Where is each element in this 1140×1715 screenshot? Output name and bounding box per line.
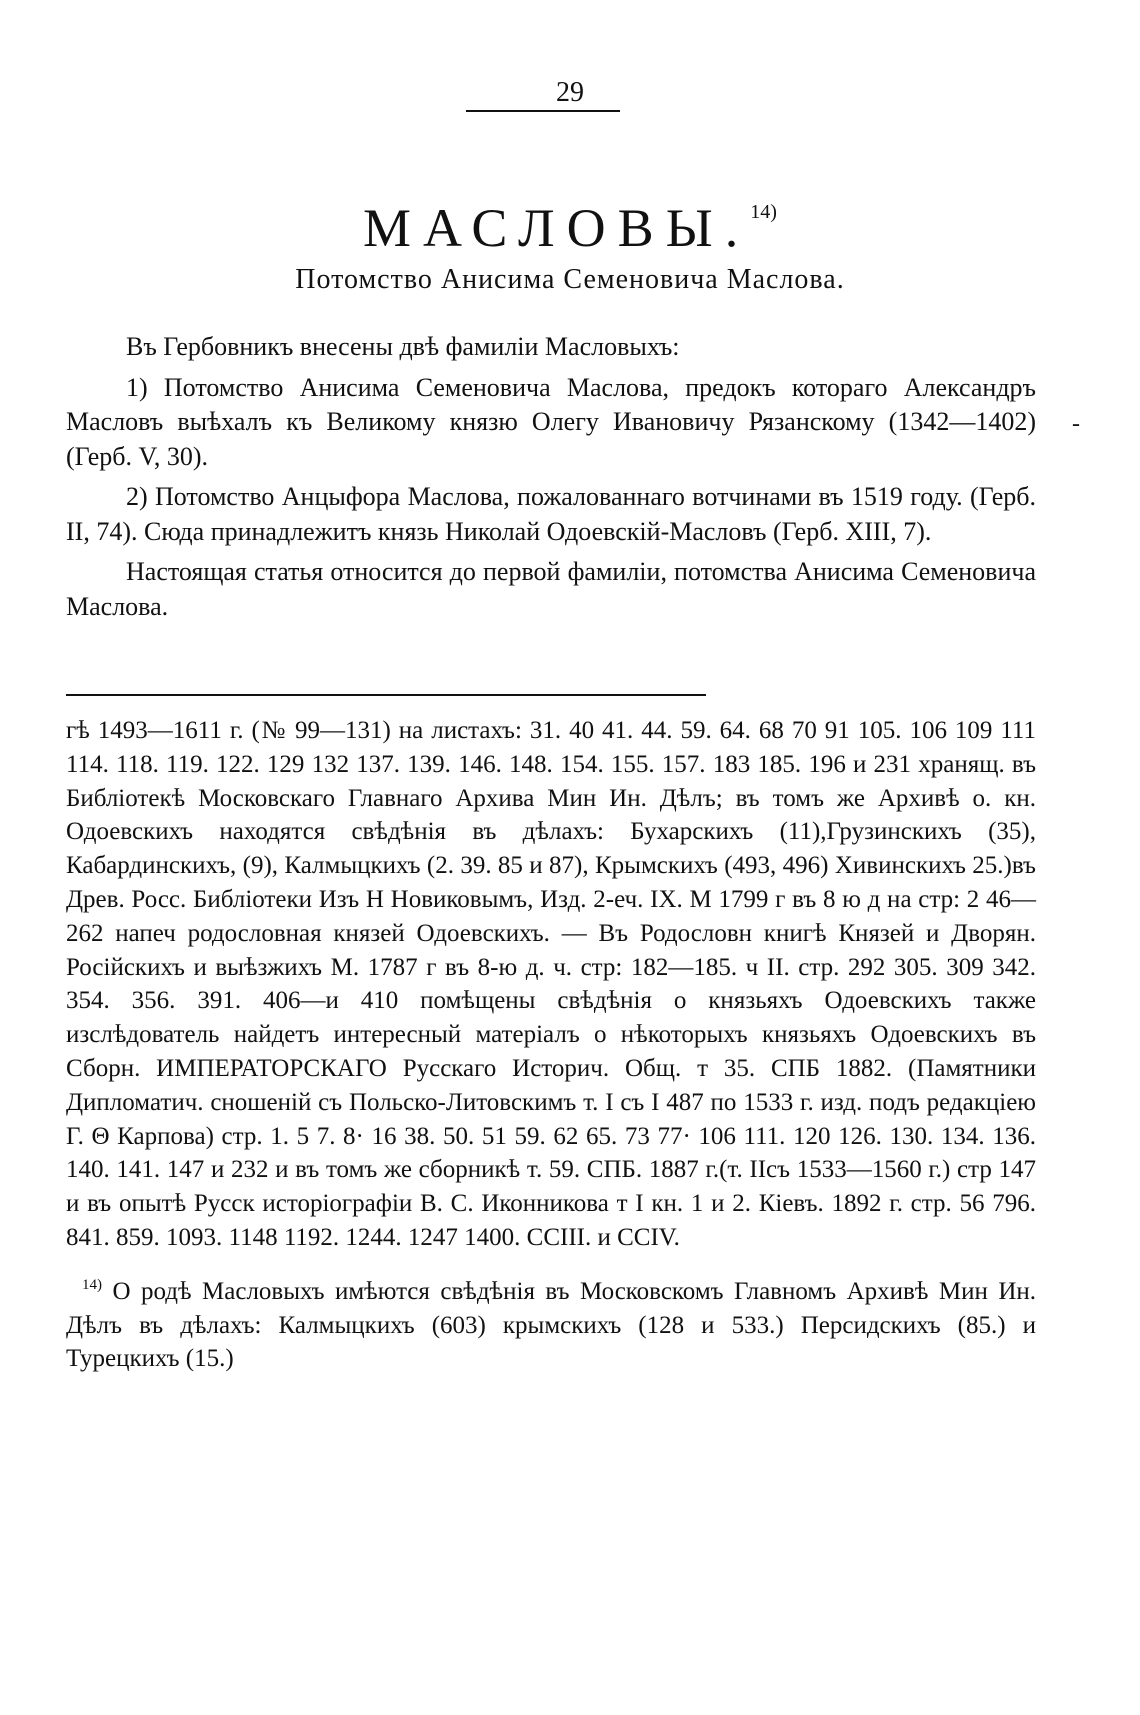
page-title	[0, 182, 1140, 258]
note-continuation: гѣ 1493—1611 г. (№ 99—131) на листахъ: 31. 40 41. 44. 59. 64. 68 70 91 105. 106 109 111 114. 118. 119. 122. 129 132 137. 139. 146. 148. 154. 155. 157. 183 185. 196 и 231 хранящ. въ Библіотекѣ Московскаго Главнаго Архива Мин Ин. Дѣлъ; въ томъ же Архивѣ о. кн. Одоевскихъ находятся свѣдѣнія въ дѣлахъ: Бухарскихъ (11),Грузинскихъ (35), Кабардинскихъ, (9), Калмыцкихъ (2. 39. 85 и 87), Крымскихъ (493, 496) Хивинскихъ 25.)въ Древ. Росс. Библіотеки Изъ Н Новиковымъ, Изд. 2-еч. IX. М 1799 г въ 8 ю д на стр: 2 46—262 напеч родословная князей Одоевскихъ. — Въ Родословн книгѣ Князей и Дворян. Російскихъ и выѣзжихъ М. 1787 г въ 8-ю д. ч. стр: 182—185. ч II. стр. 292 305. 309 342. 354. 356. 391. 406—и 410 помѣщены свѣдѣнія о князьяхъ Одоевскихъ также изслѣдователь найдетъ интересный матеріалъ о нѣкоторыхъ князьяхъ Одоевскихъ въ Сборн. ИМПЕРАТОРСКАГО Русскаго Историч. Общ. т 35. СПБ 1882. (Памятники Дипломатич. сношеній съ Польско-Литовскимъ т. I съ I 487 по 1533 г. изд. подъ редакціею Г. Θ Карпова) стр. 1. 5 7. 8· 16 38. 50. 51 59. 62 65. 73 77· 106 111. 120 126. 130. 134. 136. 140. 141. 147 и 232 и въ томъ же сборникѣ т. 59. СПБ. 1887 г.(т. IIсъ 1533—1560 г.) стр 147 и въ опытѣ Русск исторіографіи В. С. Иконникова т I кн. 1 и 2. Кіевъ. 1892 г. стр. 56 796. 841. 859. 1093. 1148 1192. 1244. 1247 1400. CCIII. и CCIV.	[66, 717, 1036, 1251]
title-footnote-ref: 14)	[750, 201, 777, 223]
body-paragraph-1: 1) Потомство Анисима Семеновича Маслова, предокъ котораго Александръ Масловъ выѣхалъ къ Великому князю Олегу Ивановичу Рязанскому (1342—1402) (Герб. V, 30).	[66, 372, 1036, 471]
margin-mark: -	[1072, 411, 1080, 437]
page-number: 29	[556, 77, 584, 108]
footnote-marker: 14)	[82, 1276, 102, 1293]
page-subtitle: Потомство Анисима Семеновича Маслова.	[295, 264, 845, 295]
notes-section	[66, 714, 1036, 1376]
body-text	[66, 330, 1036, 630]
body-paragraph-2: 2) Потомство Анцыфора Маслова, пожалованнаго вотчинами въ 1519 году. (Герб. II, 74). Сюда принадлежитъ князь Николай Одоевскій-Масловъ (Герб. XIII, 7).	[66, 482, 1036, 546]
footnote-text: О родѣ Масловыхъ имѣются свѣдѣнія въ Московскомъ Главномъ Архивѣ Мин Ин. Дѣлъ въ дѣлахъ: Калмыцкихъ (603) крымскихъ (128 и 533.) Персидскихъ (85.) и Турецкихъ (15.)	[66, 1277, 1037, 1373]
body-paragraph-intro: Въ Гербовникъ внесены двѣ фамиліи Масловыхъ:	[126, 332, 680, 361]
title-text: МАСЛОВЫ.	[363, 198, 751, 258]
footnote	[66, 1269, 1036, 1376]
section-rule	[66, 694, 706, 696]
body-paragraph-3: Настоящая статья относится до первой фамиліи, потомства Анисима Семеновича Маслова.	[66, 557, 1036, 621]
top-rule	[466, 110, 620, 112]
